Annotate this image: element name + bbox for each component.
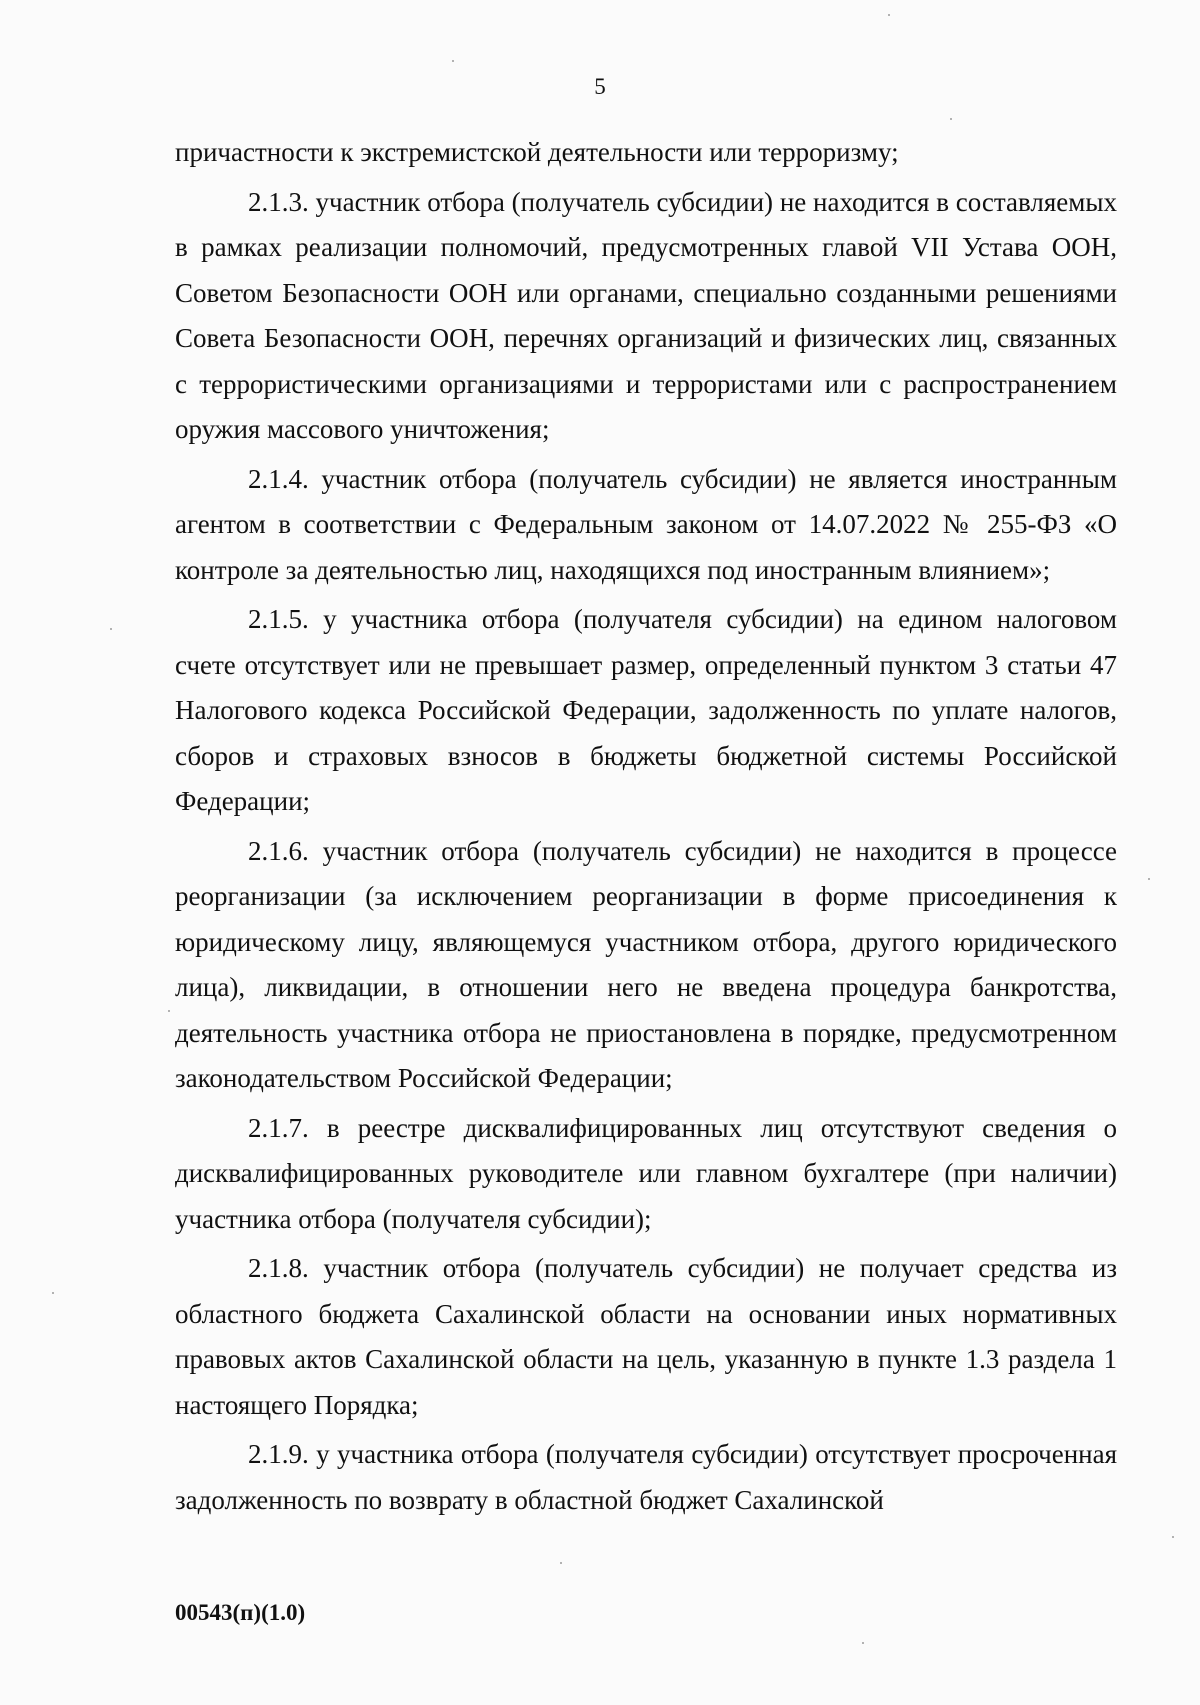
paragraph-2-1-6: 2.1.6. участник отбора (получатель субсидии) не находится в процессе реорганизации (за исключением реорганизации в форме присоединения к юридическому лицу, являющемуся участником отбора, другого юридического лица), ликвидации, в отношении него не введена процедура банкротства, деятельность участника отбора не приостановлена в порядке, предусмотренном законодательством Российской Федерации; — [175, 835, 1117, 1093]
scan-speck — [862, 1642, 864, 1644]
scan-speck — [452, 60, 454, 62]
scan-speck — [1148, 878, 1150, 880]
scan-speck — [52, 1292, 54, 1294]
paragraph-2-1-3: 2.1.3. участник отбора (получатель субсидии) не находится в составляемых в рамках реализации полномочий, предусмотренных главой VII Устава ООН, Советом Безопасности ООН или органами, специально созданными решениями Совета Безопасности ООН, перечнях организаций и физических лиц, связанных с террористическими организациями и террористами или с распространением оружия массового уничтожения; — [175, 186, 1117, 444]
document-body — [175, 130, 1117, 1523]
paragraph-2-1-5: 2.1.5. у участника отбора (получателя субсидии) на едином налоговом счете отсутствует или не превышает размер, определенный пунктом 3 статьи 47 Налогового кодекса Российской Федерации, задолженность по уплате налогов, сборов и страховых взносов в бюджеты бюджетной системы Российской Федерации; — [175, 604, 1117, 816]
paragraph-2-1-4: 2.1.4. участник отбора (получатель субсидии) не является иностранным агентом в соответствии с Федеральным законом от 14.07.2022 № 255-ФЗ «О контроле за деятельностью лиц, находящихся под иностранным влиянием»; — [175, 463, 1117, 585]
paragraph-continuation: причастности к экстремистской деятельности или терроризму; — [175, 137, 899, 167]
scan-speck — [1172, 1536, 1174, 1538]
scan-speck — [950, 118, 952, 120]
paragraph-2-1-8: 2.1.8. участник отбора (получатель субсидии) не получает средства из областного бюджета Сахалинской области на основании иных нормативных правовых актов Сахалинской области на цель, указанную в пункте 1.3 раздела 1 настоящего Порядка; — [175, 1253, 1117, 1420]
document-code: 00543(п)(1.0) — [175, 1600, 306, 1625]
paragraph-2-1-7: 2.1.7. в реестре дисквалифицированных лиц отсутствуют сведения о дисквалифицированных руководителе или главном бухгалтере (при наличии) участника отбора (получателя субсидии); — [175, 1112, 1117, 1234]
scan-speck — [560, 1562, 562, 1564]
paragraph-2-1-9: 2.1.9. у участника отбора (получателя субсидии) отсутствует просроченная задолженность по возврату в областной бюджет Сахалинской — [175, 1439, 1117, 1515]
scan-speck — [110, 628, 112, 630]
page-number: 5 — [594, 74, 606, 99]
scan-speck — [888, 14, 890, 16]
scan-speck — [168, 1010, 170, 1012]
